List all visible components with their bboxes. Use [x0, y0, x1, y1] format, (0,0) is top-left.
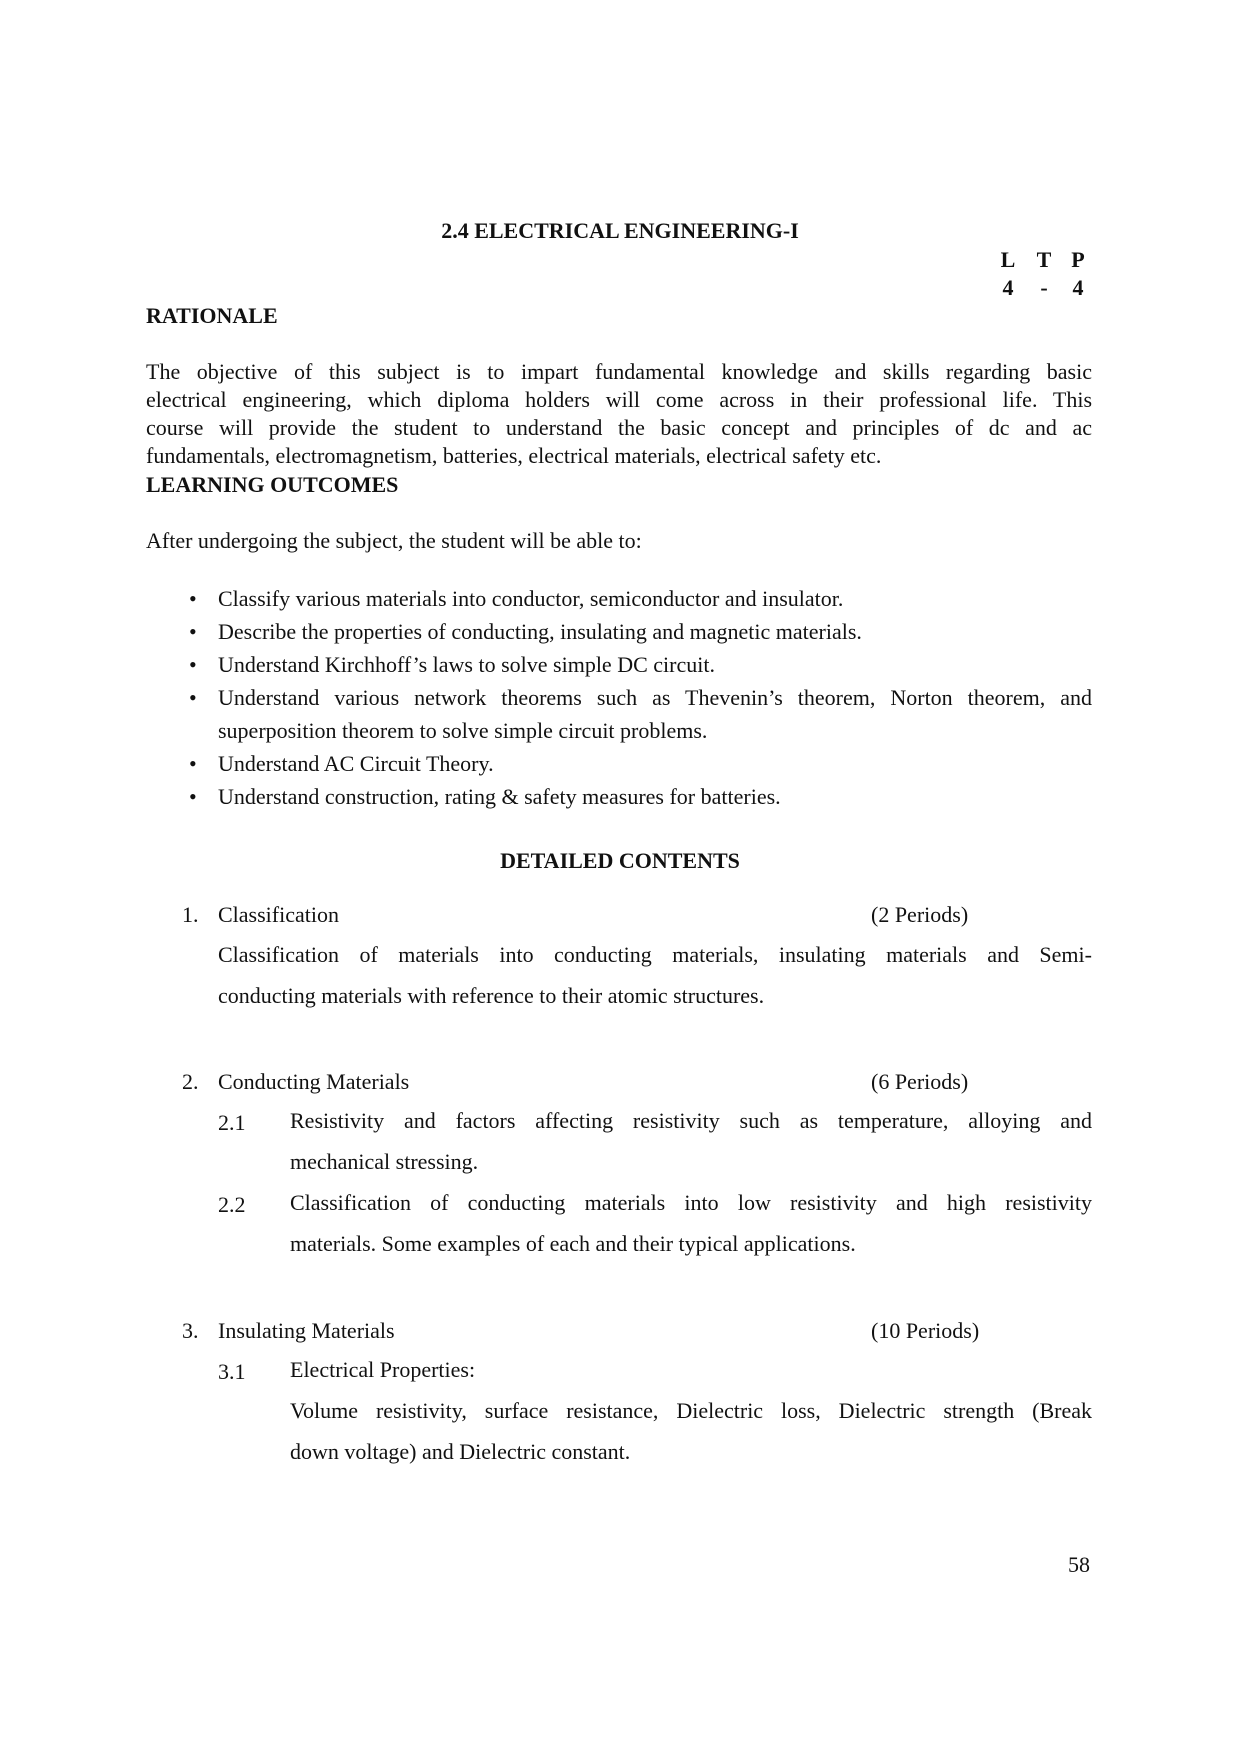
- page-number: 58: [1068, 1552, 1090, 1577]
- rationale-line: fundamentals, electromagnetism, batteries, electrical materials, electrical safety etc.: [146, 443, 882, 468]
- rationale-line: course will provide the student to understand the basic concept and principles of dc and ac: [146, 415, 1092, 440]
- unit-periods: (6 Periods): [871, 1069, 969, 1094]
- subitem-number: 3.1: [218, 1359, 246, 1384]
- unit-number: 2.: [182, 1069, 199, 1094]
- rationale-line: electrical engineering, which diploma holders will come across in their professional life. This: [146, 387, 1092, 412]
- section-title: 2.4 ELECTRICAL ENGINEERING-I: [441, 218, 799, 243]
- learning-outcomes-heading: LEARNING OUTCOMES: [146, 472, 399, 497]
- subitem-line: down voltage) and Dielectric constant.: [290, 1439, 631, 1464]
- list-item: • Describe the properties of conducting, insulating and magnetic materials.: [146, 615, 1092, 648]
- unit-description-line: Classification of materials into conducting materials, insulating materials and Semi-: [218, 942, 1092, 967]
- list-item-line: superposition theorem to solve simple circuit problems.: [218, 718, 708, 743]
- rationale-paragraph: [146, 358, 1092, 470]
- subitem-line: materials. Some examples of each and their typical applications.: [290, 1231, 856, 1256]
- subitem-number: 2.1: [218, 1110, 246, 1135]
- unit-title: Conducting Materials: [218, 1069, 410, 1094]
- list-item-line: • Understand various network theorems such as Thevenin’s theorem, Norton theorem, and: [218, 685, 1092, 710]
- subitem-line: Resistivity and factors affecting resistivity such as temperature, alloying and: [290, 1108, 1092, 1133]
- list-item: • Classify various materials into conductor, semiconductor and insulator.: [146, 582, 1092, 615]
- unit-title: Classification: [218, 902, 339, 927]
- subitem-line: Classification of conducting materials into low resistivity and high resistivity: [290, 1190, 1092, 1215]
- subitem-line: Volume resistivity, surface resistance, Dielectric loss, Dielectric strength (Break: [290, 1398, 1092, 1423]
- unit-description-line: conducting materials with reference to their atomic structures.: [218, 983, 765, 1008]
- list-item: • Understand AC Circuit Theory.: [146, 747, 1092, 780]
- subitem-text: [290, 1182, 1092, 1264]
- subitem-number: 2.2: [218, 1192, 246, 1217]
- unit-number: 1.: [182, 902, 199, 927]
- ltp-value-p: 4: [1072, 275, 1084, 300]
- rationale-line: The objective of this subject is to impart fundamental knowledge and skills regarding basic: [146, 359, 1092, 384]
- list-item: • Understand construction, rating & safety measures for batteries.: [146, 780, 1092, 813]
- ltp-header-p: P: [1071, 247, 1085, 272]
- subitem-text: [290, 1100, 1092, 1182]
- ltp-header-l: L: [1000, 247, 1016, 272]
- ltp-value-t: -: [1040, 275, 1048, 300]
- list-item: [146, 681, 1092, 747]
- ltp-value-l: 4: [1002, 275, 1014, 300]
- unit-description: [218, 934, 1092, 1016]
- subitem-line: Electrical Properties:: [290, 1357, 476, 1382]
- unit-periods: (10 Periods): [871, 1318, 980, 1343]
- subitem-text: [290, 1349, 1092, 1472]
- detailed-contents-heading: DETAILED CONTENTS: [500, 848, 740, 873]
- rationale-heading: RATIONALE: [146, 303, 278, 328]
- subitem-line: mechanical stressing.: [290, 1149, 479, 1174]
- unit-number: 3.: [182, 1318, 199, 1343]
- list-item: • Understand Kirchhoff’s laws to solve simple DC circuit.: [146, 648, 1092, 681]
- ltp-header-t: T: [1036, 247, 1052, 272]
- unit-periods: (2 Periods): [871, 902, 969, 927]
- unit-title: Insulating Materials: [218, 1318, 395, 1343]
- learning-outcomes-list: [146, 582, 1092, 813]
- learning-outcomes-intro: After undergoing the subject, the student will be able to:: [146, 528, 642, 553]
